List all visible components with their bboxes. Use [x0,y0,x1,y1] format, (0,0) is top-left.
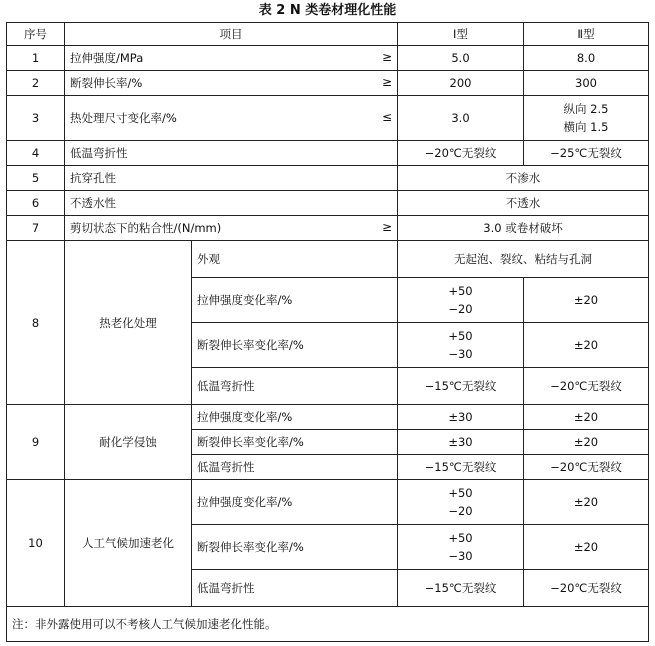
row-item: 抗穿孔性 [65,166,398,191]
type1-value: −20℃无裂纹 [398,141,524,166]
row-no: 10 [7,480,65,607]
sub-item: 断裂伸长率变化率/% [192,525,398,570]
row-no: 1 [7,46,65,71]
type2-value: −20℃无裂纹 [524,368,649,405]
type2-value: ±20 [524,278,649,323]
row-item: 不透水性 [65,191,398,216]
type2-value [524,96,649,141]
type1-value [398,278,524,323]
row-item [65,46,398,71]
type1-value: 5.0 [398,46,524,71]
type2-value: −25℃无裂纹 [524,141,649,166]
note-row [7,607,649,642]
table-row [7,191,649,216]
type1-value: −15℃无裂纹 [398,368,524,405]
operator: ≤ [381,110,392,124]
type1-value: −15℃无裂纹 [398,455,524,480]
type2-value: ±20 [524,323,649,368]
both-types-value: 无起泡、裂纹、粘结与孔洞 [398,241,649,278]
type2-value: ±20 [524,480,649,525]
sub-item: 拉伸强度变化率/% [192,278,398,323]
operator: ≥ [381,220,392,234]
both-types-value: 不透水 [398,191,649,216]
sub-item: 断裂伸长率变化率/% [192,430,398,455]
table-row [7,71,649,96]
sub-item: 拉伸强度变化率/% [192,480,398,525]
type1-value: ±30 [398,405,524,430]
type2-value: 300 [524,71,649,96]
header-item: 项目 [65,23,398,46]
type1-value-b: −20 [448,302,473,316]
both-types-value: 3.0 或卷材破坏 [398,216,649,241]
type2-value: −20℃无裂纹 [524,570,649,607]
type1-value-b: −20 [448,504,473,518]
type1-value-a: +50 [448,329,473,343]
header-type1: Ⅰ型 [398,23,524,46]
row-no: 6 [7,191,65,216]
type1-value-a: +50 [448,486,473,500]
item-label: 断裂伸长率/% [70,76,143,90]
item-label: 热处理尺寸变化率/% [70,111,177,125]
type2-value: −20℃无裂纹 [524,455,649,480]
header-type2: Ⅱ型 [524,23,649,46]
row-no: 8 [7,241,65,405]
type1-value-a: +50 [448,531,473,545]
type2-value: ±20 [524,430,649,455]
type2-value-b: 横向 1.5 [563,120,609,134]
type1-value-b: −30 [448,549,473,563]
item-label: 拉伸强度/MPa [70,51,144,65]
table-row [7,141,649,166]
table-row [7,166,649,191]
type2-value: 8.0 [524,46,649,71]
type2-value: ±20 [524,405,649,430]
sub-item: 低温弯折性 [192,570,398,607]
header-row [7,23,649,46]
row-no: 4 [7,141,65,166]
row-item [65,71,398,96]
item-label: 剪切状态下的粘合性/(N/mm) [70,221,222,235]
row-no: 7 [7,216,65,241]
type1-value [398,525,524,570]
header-no: 序号 [7,23,65,46]
type1-value [398,323,524,368]
table-title: 表 2 N 类卷材理化性能 [258,3,397,18]
type1-value: 3.0 [398,96,524,141]
table-row [7,96,649,141]
row-no: 2 [7,71,65,96]
row-no: 9 [7,405,65,480]
group-label: 热老化处理 [65,241,192,405]
type1-value-a: +50 [448,284,473,298]
sub-item: 外观 [192,241,398,278]
type1-value-b: −30 [448,347,473,361]
group-label: 耐化学侵蚀 [65,405,192,480]
type1-value: ±30 [398,430,524,455]
row-item [65,96,398,141]
table-note: 注：非外露使用可以不考核人工气候加速老化性能。 [7,607,649,642]
sub-item: 断裂伸长率变化率/% [192,323,398,368]
table-row [7,46,649,71]
sub-item: 拉伸强度变化率/% [192,405,398,430]
table-row [7,216,649,241]
row-item: 低温弯折性 [65,141,398,166]
type2-value: ±20 [524,525,649,570]
both-types-value: 不渗水 [398,166,649,191]
type1-value: −15℃无裂纹 [398,570,524,607]
sub-item: 低温弯折性 [192,455,398,480]
table-row [7,405,649,430]
type1-value [398,480,524,525]
properties-table [6,22,649,642]
sub-item: 低温弯折性 [192,368,398,405]
row-no: 3 [7,96,65,141]
type1-value: 200 [398,71,524,96]
table-row [7,480,649,525]
operator: ≥ [381,50,392,64]
row-item [65,216,398,241]
row-no: 5 [7,166,65,191]
group-label: 人工气候加速老化 [65,480,192,607]
operator: ≥ [381,75,392,89]
type2-value-a: 纵向 2.5 [563,102,609,116]
table-row [7,241,649,278]
